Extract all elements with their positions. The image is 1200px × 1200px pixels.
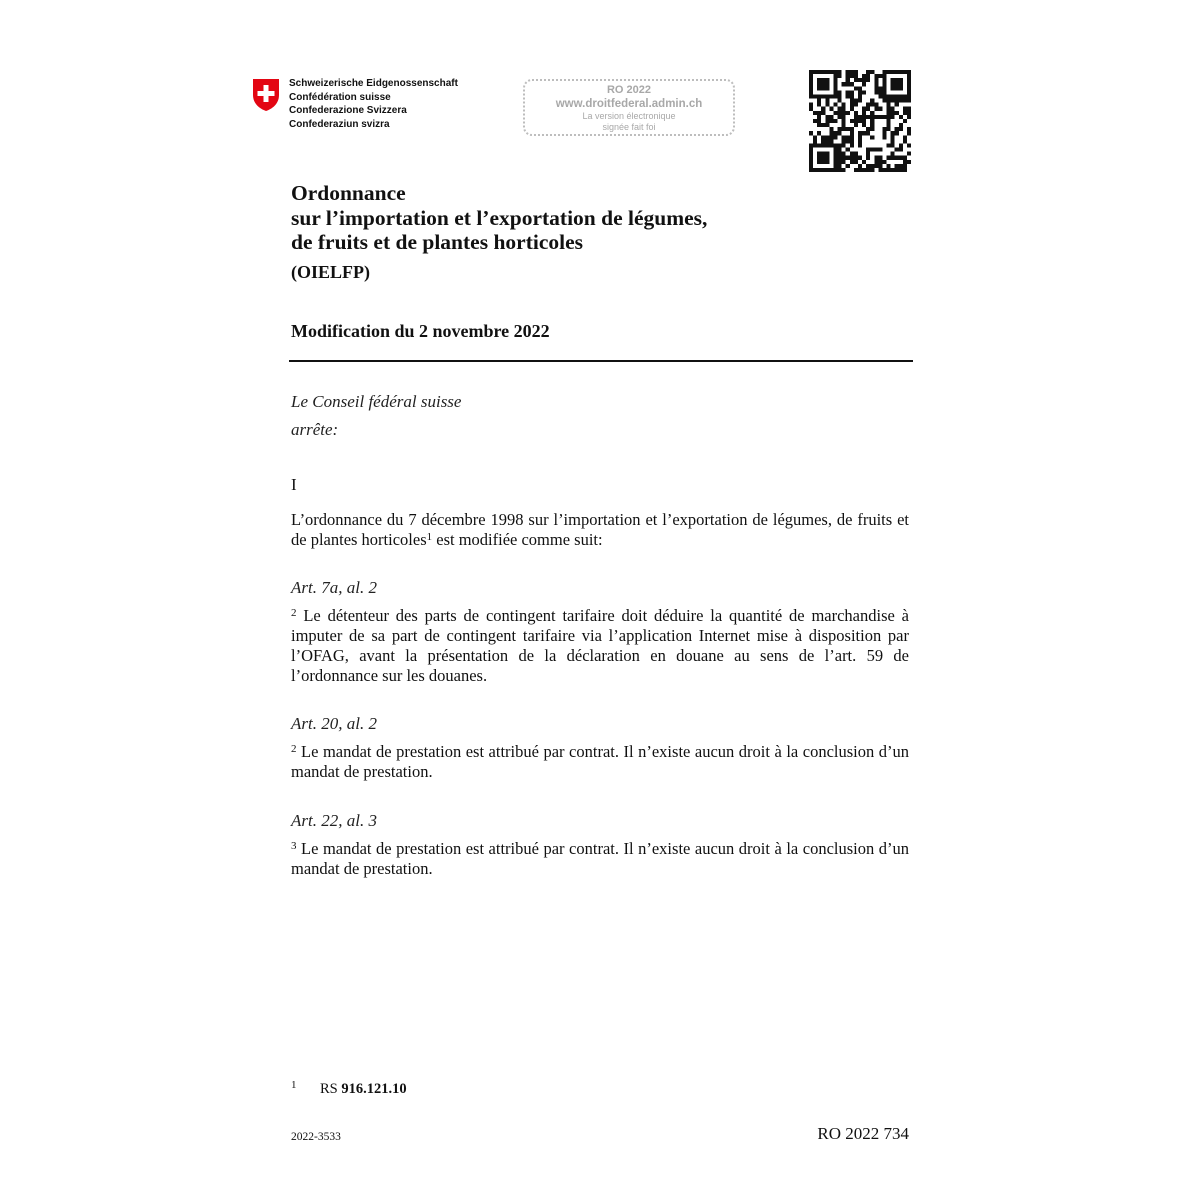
title-line-2: sur l’importation et l’exportation de légumes, — [291, 205, 708, 230]
logo-line-de: Schweizerische Eidgenossenschaft — [289, 78, 458, 89]
document-id: 2022-3533 — [291, 1131, 341, 1143]
footnote-reference-number: 916.121.10 — [341, 1081, 407, 1097]
article-paragraph — [291, 839, 909, 879]
preamble-authority: Le Conseil fédéral suisse — [291, 392, 462, 411]
title-divider — [289, 360, 913, 362]
article-heading: Art. 20, al. 2 — [291, 714, 377, 733]
title-line-1: Ordonnance — [291, 181, 406, 205]
federal-logo — [251, 77, 458, 131]
paragraph-text: Le mandat de prestation est attribué par contrat. Il n’existe aucun droit à la conclusion d’un mandat de prestation. — [291, 839, 909, 878]
paragraph-number: 2 — [291, 607, 297, 619]
swiss-cross-emblem — [251, 78, 281, 112]
stamp-website: www.droitfederal.admin.ch — [555, 98, 703, 110]
stamp-note-2: signée fait foi — [602, 122, 656, 132]
qr-code-icon — [809, 70, 911, 172]
title-abbreviation: (OIELFP) — [291, 262, 370, 282]
paragraph-text: Le détenteur des parts de contingent tarifaire doit déduire la quantité de marchandise à imputer de sa part de contingent tarifaire via l’application Internet mise à disposition par l’OFAG, avant la présentation de la déclaration en douane au sens de l’art. 59 de l’ordonnance sur les douanes. — [291, 606, 909, 685]
document-title — [291, 181, 707, 255]
paragraph-number: 3 — [291, 840, 297, 852]
logo-line-rm: Confederaziun svizra — [289, 118, 390, 130]
intro-text: L’ordonnance du 7 décembre 1998 sur l’importation et l’exportation de légumes, de fruits et de plantes horticoles — [291, 510, 909, 549]
article-heading: Art. 7a, al. 2 — [291, 578, 377, 597]
footnote-prefix: RS — [320, 1081, 342, 1097]
logo-line-fr: Confédération suisse — [289, 91, 391, 103]
preamble-decree: arrête: — [291, 420, 339, 439]
logo-text — [289, 77, 458, 131]
article-paragraph — [291, 742, 909, 782]
section-intro — [291, 510, 909, 550]
logo-line-it: Confederazione Svizzera — [289, 105, 407, 116]
paragraph-number: 2 — [291, 743, 297, 755]
stamp-note-1: La version électronique — [582, 111, 676, 121]
footnote-number: 1 — [291, 1079, 297, 1091]
electronic-signature-stamp — [523, 79, 735, 136]
stamp-publication: RO 2022 — [606, 84, 652, 96]
article-paragraph — [291, 606, 909, 686]
footnote-text — [320, 1080, 407, 1098]
title-line-3: de fruits et de plantes horticoles — [291, 230, 584, 254]
footnote-reference: 1 — [426, 531, 433, 543]
paragraph-text: Le mandat de prestation est attribué par contrat. Il n’existe aucun droit à la conclusion d’un mandat de prestation. — [291, 742, 909, 781]
article-heading: Art. 22, al. 3 — [291, 811, 377, 830]
modification-date: Modification du 2 novembre 2022 — [291, 321, 550, 341]
official-compilation-reference: RO 2022 734 — [817, 1124, 909, 1143]
intro-text-end: est modifiée comme suit: — [432, 530, 603, 549]
section-numeral: I — [291, 475, 297, 494]
